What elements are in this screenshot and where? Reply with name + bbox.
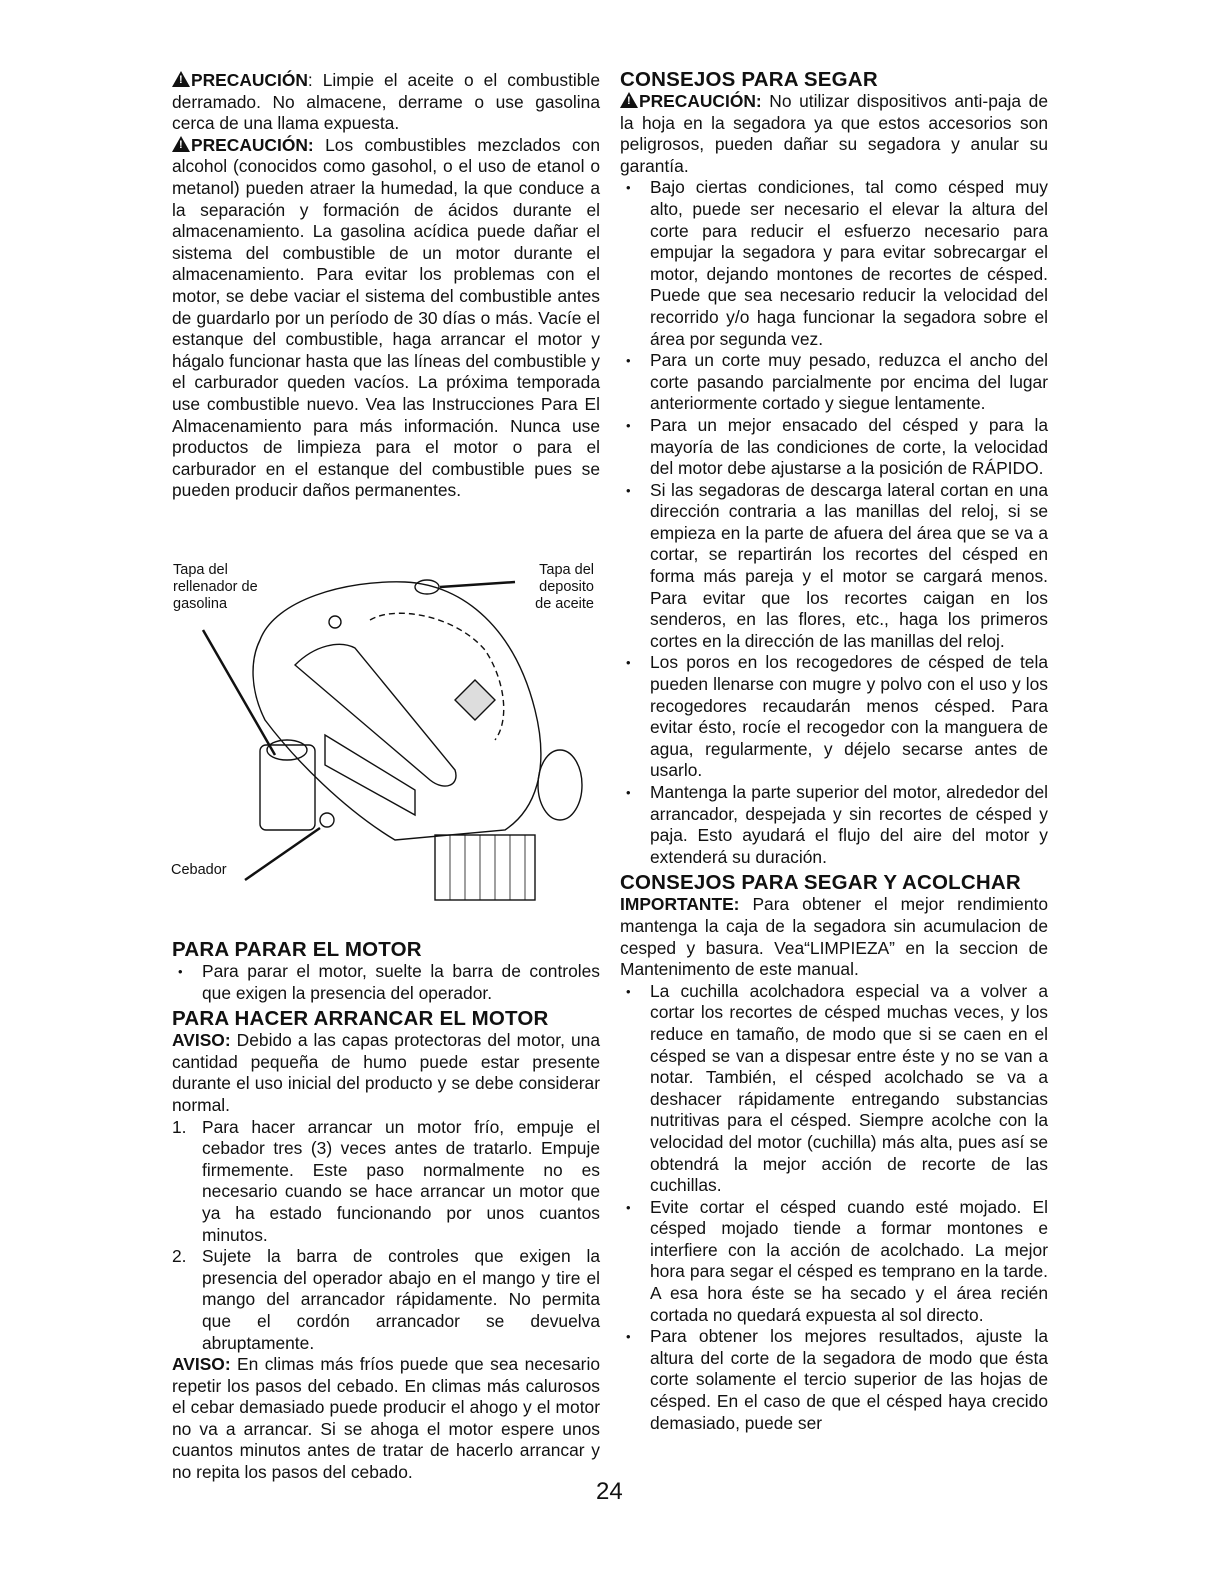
caution-paragraph-2: !PRECAUCIÓN: Los combustibles mezclados con alcohol (conocidos como gasohol, o el uso de etanol o metanol) pueden atraer la humedad, la que conduce a la separación y formación de ácidos durante el almacenamiento. La gasolina acídica puede dañar el sistema del combustible de un motor durante el almacenamiento. Para evitar los problemas con el motor, se debe vaciar el sistema del combustible antes de guardarlo por un período de 30 días o más. Vacíe el estanque del combustible, haga arrancar el motor y hágalo funcionar hasta que las líneas del combustible y el carburador queden vacíos. La próxima temporada use combustible nuevo. Vea las Instrucciones Para El Almacenamiento para más información. Nunca use productos de limpieza para el motor o para el carburador en el estanque del combustible pues se pueden producir daños permanentes. [172, 135, 600, 502]
warning-triangle-icon [620, 92, 638, 108]
list-item: • Para un mejor ensacado del césped y para la mayoría de las condiciones de corte, la velocidad del motor debe ajustarse a la posición de RÁPIDO. [620, 415, 1048, 480]
list-item: • Mantenga la parte superior del motor, alrededor del arrancador, despejada y sin recortes de césped y paja. Esto ayudará el flujo del aire del motor y extenderá su duración. [620, 782, 1048, 868]
step-item: 1. Para hacer arrancar un motor frío, empuje el cebador tres (3) veces antes de tratarlo. Empuje firmemente. Este paso normalmente no es necesario cuando se hace arrancar un motor que ya ha estado funcionando por unos cuantos minutos. [172, 1116, 600, 1245]
mulching-tips-heading: CONSEJOS PARA SEGAR Y ACOLCHAR [620, 871, 1021, 895]
oil-cap-label: Tapa del deposito de aceite [535, 562, 594, 612]
left-column-bottom [172, 938, 600, 1484]
list-item: • Evite cortar el césped cuando esté mojado. El césped mojado tiende a formar montones e interfiere con la acción de acolchado. La mejor hora para segar el césped es temprano en la tarde. A esa hora éste se ha secado y el área recién cortada no quedará expuesta al sol directo. [620, 1197, 1048, 1327]
engine-illustration [165, 560, 600, 905]
warning-triangle-icon [172, 136, 190, 152]
mulching-tips-list [620, 981, 1048, 1434]
primer-label: Cebador [171, 862, 227, 878]
page-number: 24 [596, 1478, 623, 1505]
start-steps-list [172, 1117, 600, 1355]
caution-paragraph-1: !PRECAUCIÓN: Limpie el aceite o el combustible derramado. No almacene, derrame o use gasolina cerca de una llama expuesta. [172, 70, 600, 135]
important-paragraph: IMPORTANTE: Para obtener el mejor rendimiento mantenga la caja de la segadora sin acumulacion de cesped y basura. Vea“LIMPIEZA” en la seccion de Mantenimento de este manual. [620, 894, 1048, 980]
step-item: 2. Sujete la barra de controles que exigen la presencia del operador abajo en el mango y tire el mango del arrancador rápidamente. No permita que el cordón arrancador se devuelva abruptamente. [172, 1246, 600, 1353]
stop-engine-heading: PARA PARAR EL MOTOR [172, 938, 422, 961]
list-item: • Bajo ciertas condiciones, tal como césped muy alto, puede ser necesario el elevar la altura del corte para reducir el esfuerzo necesario para empujar la segadora y para evitar sobrecargar el motor, dejando montones de recortes de césped. Puede que sea necesario reducir la velocidad del recorrido y/o haga funcionar la segadora sobre el área por segunda vez. [620, 177, 1048, 350]
mowing-tips-list [620, 177, 1048, 868]
fuel-cap-label: Tapa del rellenador de gasolina [173, 562, 258, 612]
list-item: • Si las segadoras de descarga lateral cortan en una dirección contraria a las manillas del reloj, si se empieza en la parte de afuera del área que se va a cortar, se repartirán los recortes del césped en forma más pareja y el motor se cargará menos. Para evitar que los recortes caigan en los senderos, en las flores, etc., haga los primeros cortes en la dirección de las manillas del reloj. [620, 480, 1048, 653]
notice-paragraph-2: AVISO: En climas más fríos puede que sea necesario repetir los pasos del cebado. En climas más calurosos el cebar demasiado puede producir el ahogo y el motor no va a arrancar. Si se ahoga el motor espere unos cuantos minutos antes de tratar de hacerlo arrancar y no repita los pasos del cebado. [172, 1354, 600, 1483]
list-item: • Los poros en los recogedores de césped de tela pueden llenarse con mugre y polvo con el uso y los recogedores recaudarán menos césped. Para evitar ésto, rocíe el recogedor con la manguera de agua, regularmente, y déjelo secarse antes de usarlo. [620, 652, 1048, 782]
mowing-tips-heading: CONSEJOS PARA SEGAR [620, 68, 878, 91]
start-engine-heading: PARA HACER ARRANCAR EL MOTOR [172, 1007, 549, 1031]
right-column [620, 68, 1048, 1434]
stop-engine-list [172, 961, 600, 1004]
list-item: • Para un corte muy pesado, reduzca el ancho del corte pasando parcialmente por encima del lugar anteriormente cortado y siegue lentamente. [620, 350, 1048, 415]
caution-paragraph-3: !PRECAUCIÓN: No utilizar dispositivos anti-paja de la hoja en la segadora ya que estos accesorios son peligrosos, pueden dañar su segadora y anular su garantía. [620, 91, 1048, 177]
list-item: • Para parar el motor, suelte la barra de controles que exigen la presencia del operador. [172, 961, 600, 1004]
left-column-top [172, 70, 600, 502]
notice-paragraph-1: AVISO: Debido a las capas protectoras del motor, una cantidad pequeña de humo puede estar presente durante el uso inicial del producto y se debe considerar normal. [172, 1030, 600, 1115]
list-item: • La cuchilla acolchadora especial va a volver a cortar los recortes de césped muchas veces, y los reduce en tamaño, de modo que si se caen en el césped se van a dispesar entre éste y no se van a notar. También, el césped acolchado se va a deshacer rápidamente entregando substancias nutritivas para el césped. Siempre acolche con la velocidad del motor (cuchilla) más alta, pues así se obtendrá la mejor acción de recorte de las cuchillas. [620, 981, 1048, 1197]
list-item: • Para obtener los mejores resultados, ajuste la altura del corte de la segadora de modo que ésta corte solamente el tercio superior de las hojas de césped. En el caso de que el césped haya crecido demasiado, puede ser [620, 1326, 1048, 1434]
warning-triangle-icon [172, 71, 190, 87]
